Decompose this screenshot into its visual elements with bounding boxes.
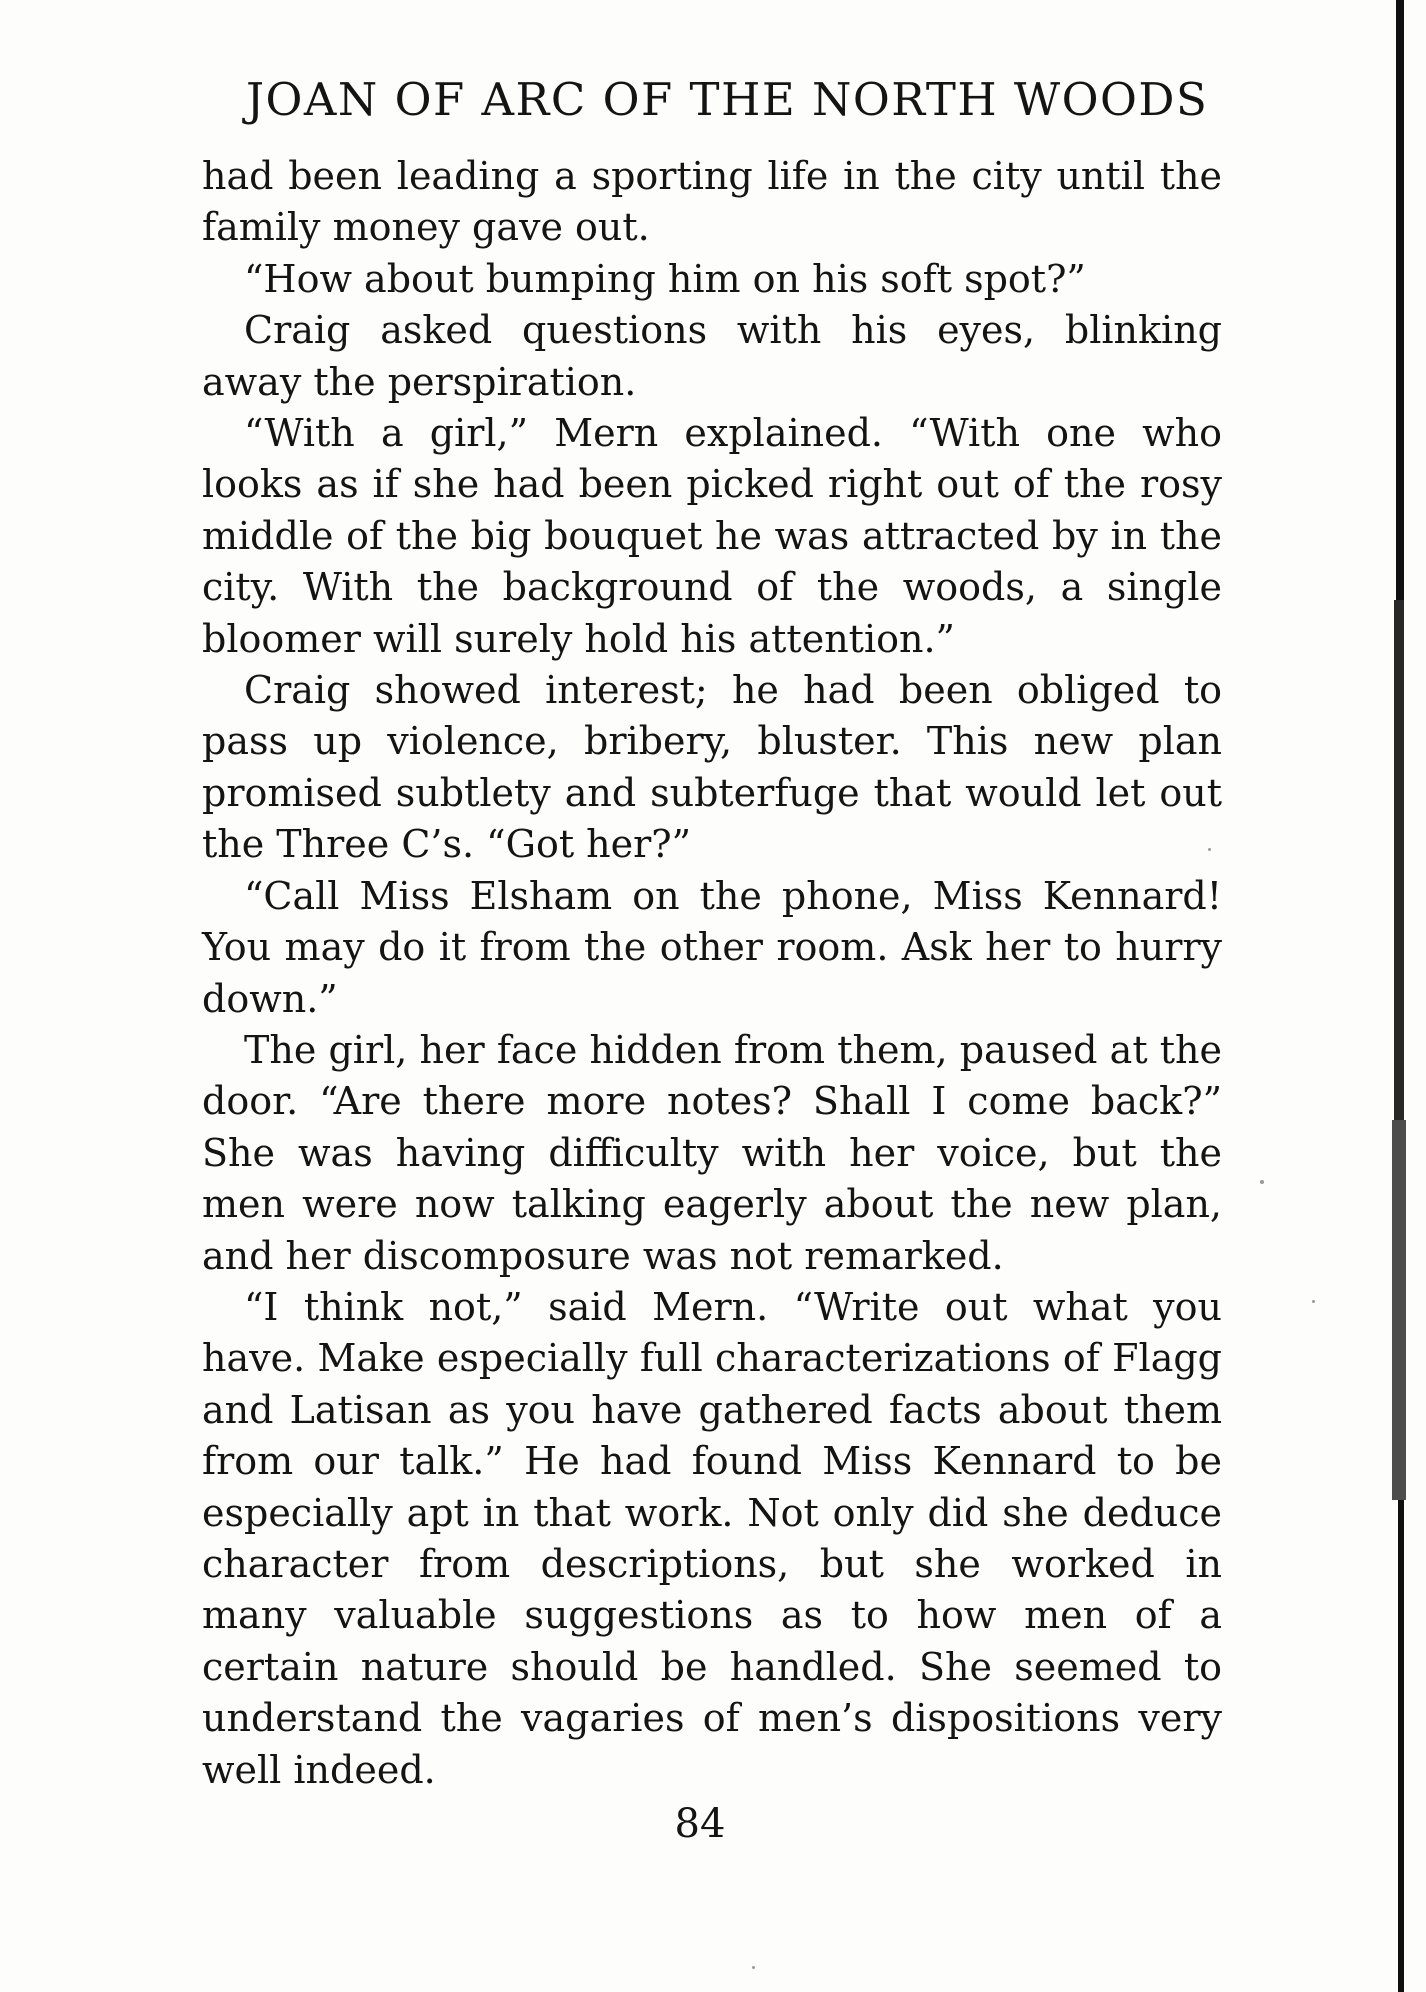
paper-speck	[752, 1966, 755, 1969]
paragraph-5: Craig showed interest; he had been obliged to pass up violence, bribery, bluster. This new plan promised subtlety and subterfuge that would let out the Three C’s. “Got her?”	[202, 668, 1222, 867]
body-text	[202, 151, 1222, 1796]
paper-speck	[1208, 848, 1211, 851]
binding-edge-lower	[1392, 1120, 1406, 1500]
paragraph-2: “How about bumping him on his soft spot?”	[244, 256, 1086, 301]
paper-speck	[1260, 1180, 1264, 1184]
binding-edge-top	[1396, 0, 1404, 600]
paragraph-1: had been leading a sporting life in the city until the family money gave out.	[202, 154, 1222, 250]
paragraph-8: “I think not,” said Mern. “Write out what you have. Make especially full characterizations of Flagg and Latisan as you have gathered facts about them from our talk.” He had found Miss Kennard to be especially apt in that work. Not only did she deduce character from descriptions, but she worked in many valuable suggestions as to how men of a certain nature should be handled. She seemed to understand the vagaries of men’s dispositions very well indeed.	[202, 1284, 1222, 1792]
paragraph-4: “With a girl,” Mern explained. “With one who looks as if she had been picked right out of the rosy middle of the big bouquet he was attracted by in the city. With the background of the woods, a single bloomer will surely hold his attention.”	[202, 411, 1222, 661]
binding-shadow	[1392, 0, 1426, 1992]
paragraph-3: Craig asked questions with his eyes, blinking away the perspiration.	[202, 308, 1222, 404]
binding-edge-bottom	[1398, 1500, 1404, 1992]
running-head: JOAN OF ARC OF THE NORTH WOODS	[246, 73, 1209, 126]
paragraph-7: The girl, her face hidden from them, paused at the door. “Are there more notes? Shall I come back?” She was having difficulty with her voice, but the men were now talking eagerly about the new plan, and her discomposure was not remarked.	[202, 1027, 1222, 1278]
page-number: 84	[674, 1801, 726, 1847]
binding-edge-middle	[1394, 600, 1404, 1120]
paragraph-6: “Call Miss Elsham on the phone, Miss Kennard! You may do it from the other room. Ask her to hurry down.”	[202, 873, 1222, 1021]
paper-speck	[1312, 1300, 1315, 1303]
